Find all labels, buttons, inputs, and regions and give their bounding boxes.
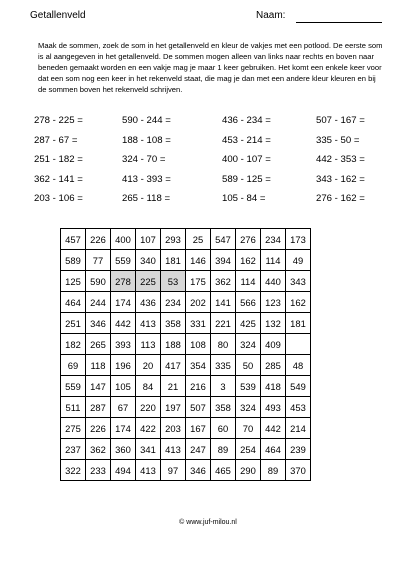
sum-item: 276 - 162 =	[316, 193, 365, 204]
grid-cell[interactable]: 80	[211, 334, 236, 355]
grid-cell[interactable]: 331	[186, 313, 211, 334]
grid-cell[interactable]: 118	[86, 355, 111, 376]
grid-cell[interactable]: 214	[286, 418, 311, 439]
sum-row	[34, 174, 390, 192]
grid-cell[interactable]	[286, 334, 311, 355]
sum-item: 324 - 70 =	[122, 154, 166, 165]
grid-cell[interactable]: 50	[236, 355, 261, 376]
grid-cell[interactable]: 132	[261, 313, 286, 334]
grid-row	[61, 229, 311, 250]
name-label: Naam:	[256, 10, 286, 21]
grid-cell[interactable]: 400	[111, 229, 136, 250]
grid-cell[interactable]: 197	[161, 397, 186, 418]
grid-cell[interactable]: 493	[261, 397, 286, 418]
grid-cell[interactable]: 60	[211, 418, 236, 439]
grid-cell[interactable]: 67	[111, 397, 136, 418]
grid-cell[interactable]: 440	[261, 271, 286, 292]
grid-cell[interactable]: 362	[211, 271, 236, 292]
sum-item: 105 - 84 =	[222, 193, 266, 204]
grid-table	[60, 228, 311, 481]
instructions: Maak de sommen, zoek de som in het getallenveld en kleur de vakjes met een potlood. De eerste som is al aangegeven in het getallenveld. De sommen mogen alleen van links naar rechts en boven naar beneden gemaakt worden en een vakje mag je maar 1 keer gebruiken. Het komt een enkele keer voor dat een som nog een keer in het rekenveld staat, die mag je dan met een andere kleur kleuren en bij de sommen boven het rekenveld schrijven.	[38, 41, 383, 94]
grid-cell[interactable]: 234	[161, 292, 186, 313]
grid-row	[61, 397, 311, 418]
grid-cell[interactable]: 358	[211, 397, 236, 418]
grid-row	[61, 271, 311, 292]
sum-item: 413 - 393 =	[122, 173, 171, 185]
grid-cell[interactable]: 457	[61, 229, 86, 250]
grid-cell[interactable]: 147	[86, 376, 111, 397]
grid-cell[interactable]: 507	[186, 397, 211, 418]
sum-item: 442 - 353 =	[316, 154, 365, 165]
grid-cell[interactable]: 203	[161, 418, 186, 439]
grid-cell[interactable]: 53	[161, 271, 186, 292]
grid-row	[61, 376, 311, 397]
grid-cell[interactable]: 346	[186, 460, 211, 481]
grid-cell[interactable]: 20	[136, 355, 161, 376]
grid-cell[interactable]: 237	[61, 439, 86, 460]
sum-item: 278 - 225 =	[34, 115, 83, 126]
grid-cell[interactable]: 221	[211, 313, 236, 334]
grid-row	[61, 313, 311, 334]
sum-item: 188 - 108 =	[122, 134, 171, 146]
grid-cell[interactable]: 114	[236, 271, 261, 292]
grid-cell[interactable]: 174	[111, 292, 136, 313]
grid-cell[interactable]: 233	[86, 460, 111, 481]
grid-cell[interactable]: 247	[186, 439, 211, 460]
grid-cell[interactable]: 97	[161, 460, 186, 481]
grid-cell[interactable]: 3	[211, 376, 236, 397]
grid-cell[interactable]: 559	[111, 250, 136, 271]
grid-row	[61, 460, 311, 481]
sum-item: 362 - 141 =	[34, 173, 83, 185]
grid-cell[interactable]: 146	[186, 250, 211, 271]
grid-cell[interactable]: 393	[111, 334, 136, 355]
grid-cell[interactable]: 324	[236, 397, 261, 418]
grid-cell[interactable]: 49	[286, 250, 311, 271]
grid-cell[interactable]: 202	[186, 292, 211, 313]
grid-cell[interactable]: 181	[161, 250, 186, 271]
sum-row	[34, 154, 390, 172]
grid-cell[interactable]: 182	[61, 334, 86, 355]
grid-cell[interactable]: 141	[211, 292, 236, 313]
grid-cell[interactable]: 362	[86, 439, 111, 460]
grid-cell[interactable]: 251	[61, 313, 86, 334]
grid-cell[interactable]: 494	[111, 460, 136, 481]
grid-cell[interactable]: 113	[136, 334, 161, 355]
grid-cell[interactable]: 196	[111, 355, 136, 376]
grid-cell[interactable]: 464	[261, 439, 286, 460]
sum-item: 265 - 118 =	[122, 193, 171, 204]
grid-cell[interactable]: 511	[61, 397, 86, 418]
grid-cell[interactable]: 188	[161, 334, 186, 355]
grid-cell[interactable]: 181	[286, 313, 311, 334]
grid-cell[interactable]: 413	[136, 460, 161, 481]
grid-cell[interactable]: 69	[61, 355, 86, 376]
grid-cell[interactable]: 453	[286, 397, 311, 418]
grid-cell[interactable]: 465	[211, 460, 236, 481]
grid-cell[interactable]: 21	[161, 376, 186, 397]
grid-cell[interactable]: 278	[111, 271, 136, 292]
grid-cell[interactable]: 370	[286, 460, 311, 481]
grid-cell[interactable]: 216	[186, 376, 211, 397]
grid-cell[interactable]: 125	[61, 271, 86, 292]
page-title: Getallenveld	[30, 10, 86, 21]
grid-cell[interactable]: 335	[211, 355, 236, 376]
grid-cell[interactable]: 162	[236, 250, 261, 271]
grid-cell[interactable]: 413	[136, 313, 161, 334]
grid-cell[interactable]: 114	[261, 250, 286, 271]
sum-item: 400 - 107 =	[222, 154, 271, 165]
grid-cell[interactable]: 341	[136, 439, 161, 460]
grid-cell[interactable]: 234	[261, 229, 286, 250]
grid-cell[interactable]: 265	[86, 334, 111, 355]
grid-cell[interactable]: 293	[161, 229, 186, 250]
grid-cell[interactable]: 464	[61, 292, 86, 313]
grid-cell[interactable]: 324	[236, 334, 261, 355]
sum-item: 507 - 167 =	[316, 115, 365, 126]
name-line[interactable]	[296, 22, 382, 23]
grid-cell[interactable]: 77	[86, 250, 111, 271]
grid-cell[interactable]: 244	[86, 292, 111, 313]
grid-cell[interactable]: 394	[211, 250, 236, 271]
grid-cell[interactable]: 84	[136, 376, 161, 397]
number-grid	[60, 228, 311, 481]
grid-row	[61, 334, 311, 355]
grid-cell[interactable]: 549	[286, 376, 311, 397]
sum-item: 590 - 244 =	[122, 115, 171, 126]
grid-cell[interactable]: 48	[286, 355, 311, 376]
grid-cell[interactable]: 162	[286, 292, 311, 313]
grid-cell[interactable]: 360	[111, 439, 136, 460]
grid-cell[interactable]: 442	[261, 418, 286, 439]
grid-cell[interactable]: 225	[136, 271, 161, 292]
grid-cell[interactable]: 589	[61, 250, 86, 271]
grid-cell[interactable]: 107	[136, 229, 161, 250]
sum-item: 589 - 125 =	[222, 173, 271, 185]
grid-cell[interactable]: 346	[86, 313, 111, 334]
grid-cell[interactable]: 442	[111, 313, 136, 334]
grid-cell[interactable]: 174	[111, 418, 136, 439]
grid-cell[interactable]: 590	[86, 271, 111, 292]
grid-cell[interactable]: 547	[211, 229, 236, 250]
grid-row	[61, 418, 311, 439]
sum-item: 251 - 182 =	[34, 154, 83, 165]
grid-cell[interactable]: 559	[61, 376, 86, 397]
sum-item: 453 - 214 =	[222, 134, 271, 146]
grid-cell[interactable]: 175	[186, 271, 211, 292]
grid-cell[interactable]: 418	[261, 376, 286, 397]
grid-cell[interactable]: 422	[136, 418, 161, 439]
sum-item: 343 - 162 =	[316, 173, 365, 185]
sums-block	[34, 115, 390, 211]
grid-cell[interactable]: 417	[161, 355, 186, 376]
grid-cell[interactable]: 290	[236, 460, 261, 481]
grid-cell[interactable]: 226	[86, 418, 111, 439]
sum-item: 287 - 67 =	[34, 134, 78, 146]
grid-cell[interactable]: 358	[161, 313, 186, 334]
footer: © www.juf-milou.nl	[179, 519, 237, 526]
grid-cell[interactable]: 173	[286, 229, 311, 250]
grid-cell[interactable]: 340	[136, 250, 161, 271]
grid-cell[interactable]: 254	[236, 439, 261, 460]
grid-cell[interactable]: 343	[286, 271, 311, 292]
sum-row	[34, 193, 390, 211]
grid-cell[interactable]: 123	[261, 292, 286, 313]
grid-cell[interactable]: 275	[61, 418, 86, 439]
grid-cell[interactable]: 354	[186, 355, 211, 376]
grid-cell[interactable]: 167	[186, 418, 211, 439]
grid-cell[interactable]: 276	[236, 229, 261, 250]
grid-cell[interactable]: 226	[86, 229, 111, 250]
grid-cell[interactable]: 105	[111, 376, 136, 397]
sum-item: 335 - 50 =	[316, 134, 360, 146]
grid-cell[interactable]: 25	[186, 229, 211, 250]
grid-cell[interactable]: 413	[161, 439, 186, 460]
grid-cell[interactable]: 89	[261, 460, 286, 481]
grid-cell[interactable]: 287	[86, 397, 111, 418]
grid-cell[interactable]: 108	[186, 334, 211, 355]
sum-row	[34, 115, 390, 133]
grid-cell[interactable]: 70	[236, 418, 261, 439]
grid-row	[61, 292, 311, 313]
grid-row	[61, 355, 311, 376]
grid-cell[interactable]: 220	[136, 397, 161, 418]
grid-cell[interactable]: 322	[61, 460, 86, 481]
grid-cell[interactable]: 285	[261, 355, 286, 376]
grid-cell[interactable]: 239	[286, 439, 311, 460]
grid-cell[interactable]: 89	[211, 439, 236, 460]
grid-cell[interactable]: 539	[236, 376, 261, 397]
grid-cell[interactable]: 436	[136, 292, 161, 313]
grid-cell[interactable]: 425	[236, 313, 261, 334]
grid-cell[interactable]: 409	[261, 334, 286, 355]
grid-cell[interactable]: 566	[236, 292, 261, 313]
sum-row	[34, 135, 390, 153]
grid-row	[61, 439, 311, 460]
sum-item: 203 - 106 =	[34, 193, 83, 204]
sum-item: 436 - 234 =	[222, 115, 271, 126]
grid-row	[61, 250, 311, 271]
